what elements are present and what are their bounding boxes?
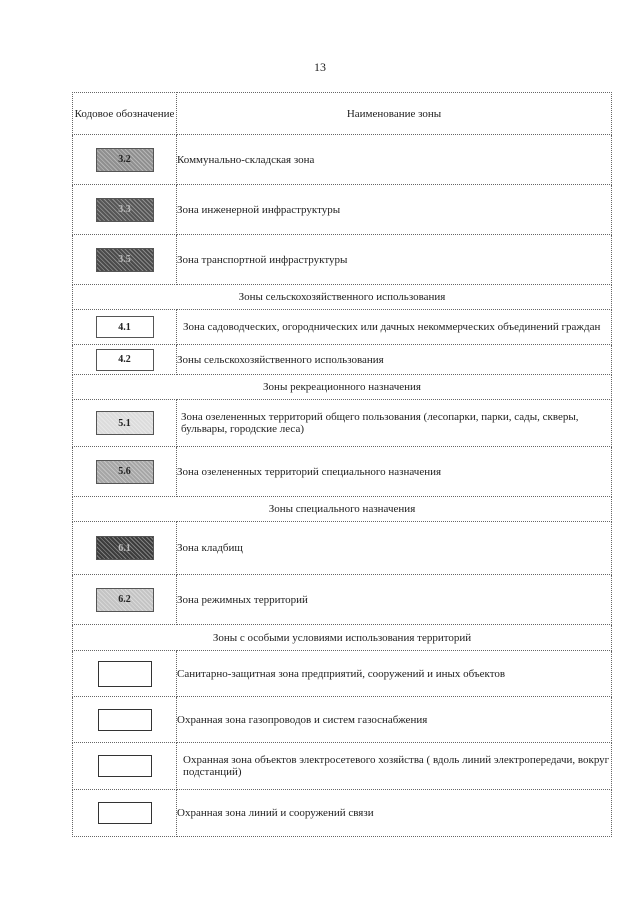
zone-code-cell	[73, 235, 177, 285]
zone-code-label: 4.1	[118, 321, 131, 333]
zone-row	[73, 400, 612, 447]
zone-name: Охранная зона объектов электросетевого хозяйства ( вдоль линий электропередачи, вокруг подстанций)	[177, 743, 612, 790]
zone-code-cell	[73, 135, 177, 185]
zone-code-label: 4.2	[118, 354, 131, 365]
zone-row	[73, 697, 612, 743]
zone-row	[73, 575, 612, 625]
zone-name: Охранная зона газопроводов и систем газоснабжения	[177, 697, 612, 743]
section-row	[73, 497, 612, 522]
zone-code-cell	[73, 697, 177, 743]
zone-name: Зона садоводческих, огороднических или дачных некоммерческих объединений граждан	[177, 310, 612, 345]
zone-legend-box	[98, 709, 152, 731]
zone-code-label: 6.2	[118, 594, 131, 605]
section-title: Зоны с особыми условиями использования территорий	[73, 625, 612, 651]
zone-legend-swatch	[96, 411, 154, 435]
zone-legend-box	[98, 802, 152, 824]
zone-name: Зоны сельскохозяйственного использования	[177, 345, 612, 375]
section-row	[73, 375, 612, 400]
zone-row	[73, 310, 612, 345]
header-code: Кодовое обозначение	[73, 93, 177, 135]
zone-legend-box	[98, 755, 152, 777]
zone-code-label: 3.5	[118, 254, 131, 265]
zone-code-cell	[73, 790, 177, 837]
zone-code-cell	[73, 447, 177, 497]
zone-code-cell	[73, 400, 177, 447]
zone-row	[73, 185, 612, 235]
zone-name: Зона кладбищ	[177, 522, 612, 575]
zone-legend-swatch	[96, 316, 154, 338]
zone-code-cell	[73, 345, 177, 375]
zone-code-cell	[73, 651, 177, 697]
zone-name: Зона транспортной инфраструктуры	[177, 235, 612, 285]
zone-legend-swatch	[96, 248, 154, 272]
section-title: Зоны сельскохозяйственного использования	[73, 285, 612, 310]
zone-row	[73, 790, 612, 837]
zone-code-cell	[73, 185, 177, 235]
zone-legend-swatch	[96, 536, 154, 560]
zone-name: Санитарно-защитная зона предприятий, сооружений и иных объектов	[177, 651, 612, 697]
section-title: Зоны специального назначения	[73, 497, 612, 522]
zone-code-label: 6.1	[118, 542, 131, 554]
zones-table	[72, 92, 612, 837]
section-row	[73, 285, 612, 310]
zone-row	[73, 345, 612, 375]
zone-name: Зона озелененных территорий общего пользования (лесопарки, парки, сады, скверы, бульвары, городские леса)	[177, 400, 612, 447]
zone-legend-box	[98, 661, 152, 687]
header-name: Наименование зоны	[177, 93, 612, 135]
zone-code-label: 5.6	[118, 466, 131, 477]
zone-name: Охранная зона линий и сооружений связи	[177, 790, 612, 837]
page-number: 13	[314, 60, 326, 74]
zone-code-cell	[73, 575, 177, 625]
zone-legend-swatch	[96, 460, 154, 484]
zone-code-cell	[73, 743, 177, 790]
zone-legend-swatch	[96, 588, 154, 612]
zone-legend-swatch	[96, 198, 154, 222]
table-header-row	[73, 93, 612, 135]
zone-code-cell	[73, 310, 177, 345]
zone-legend-swatch	[96, 148, 154, 172]
zone-legend-swatch	[96, 349, 154, 371]
zone-code-label: 3.2	[118, 154, 131, 165]
zone-name: Зона озелененных территорий специального назначения	[177, 447, 612, 497]
section-title: Зоны рекреационного назначения	[73, 375, 612, 400]
zone-code-label: 5.1	[118, 417, 131, 429]
zone-code-cell	[73, 522, 177, 575]
zone-row	[73, 135, 612, 185]
zone-row	[73, 743, 612, 790]
zone-row	[73, 447, 612, 497]
zone-row	[73, 235, 612, 285]
zone-name: Зона инженерной инфраструктуры	[177, 185, 612, 235]
zone-name: Коммунально-складская зона	[177, 135, 612, 185]
zone-row	[73, 522, 612, 575]
zone-code-label: 3.3	[118, 204, 131, 215]
zone-row	[73, 651, 612, 697]
zone-name: Зона режимных территорий	[177, 575, 612, 625]
section-row	[73, 625, 612, 651]
